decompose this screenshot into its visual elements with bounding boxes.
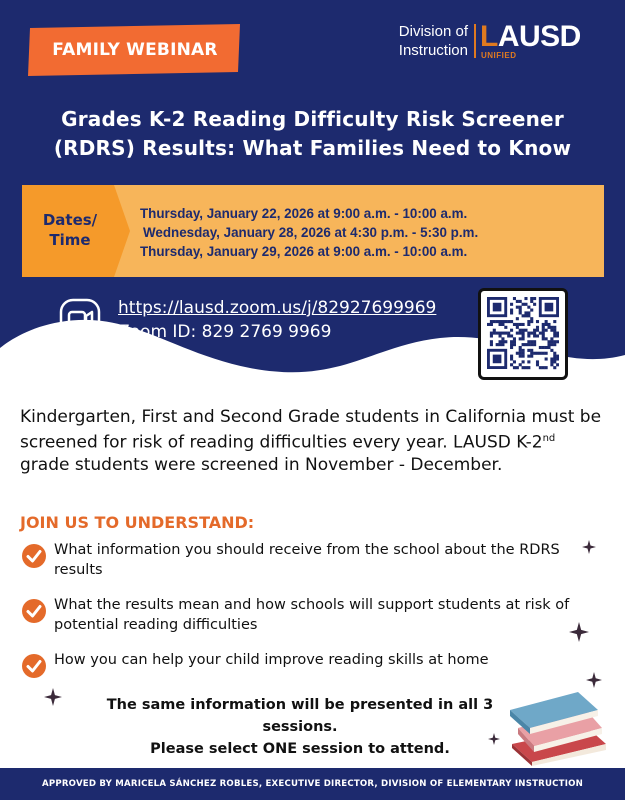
qr-code — [478, 288, 568, 380]
list-item: What the results mean and how schools will support students at risk of potential reading difficulties — [20, 595, 600, 635]
sparkle-icon — [582, 540, 596, 554]
family-webinar-badge — [26, 22, 244, 78]
footer-approval: APPROVED BY MARICELA SÁNCHEZ ROBLES, EXECUTIVE DIRECTOR, DIVISION OF ELEMENTARY INSTRUCTION — [0, 768, 625, 800]
check-icon — [21, 543, 47, 569]
check-icon — [21, 598, 47, 624]
dates-box — [22, 185, 604, 277]
session-item: Thursday, January 29, 2026 at 9:00 a.m. - 10:00 a.m. — [140, 244, 468, 259]
page-title: Grades K-2 Reading Difficulty Risk Screener (RDRS) Results: What Families Need to Know — [53, 107, 572, 160]
sparkle-icon — [586, 672, 602, 688]
division-label: Division of Instruction — [398, 23, 468, 59]
lausd-logo — [380, 22, 605, 62]
lausd-wordmark: LAUSD — [480, 20, 581, 53]
intro-paragraph: Kindergarten, First and Second Grade students in California must be screened for risk of reading difficulties every year. LAUSD K-2nd grade students were screened in November - December. — [20, 407, 602, 475]
check-icon — [21, 653, 47, 679]
understand-list — [20, 540, 600, 670]
session-item: Thursday, January 22, 2026 at 9:00 a.m. - 10:00 a.m. — [140, 206, 468, 221]
zoom-link[interactable]: https://lausd.zoom.us/j/82927699969 — [118, 298, 437, 318]
list-item: What information you should receive from the school about the RDRS results — [20, 540, 600, 580]
logo-divider — [474, 24, 476, 58]
badge-label: FAMILY WEBINAR — [52, 40, 218, 60]
session-list — [140, 204, 600, 261]
sparkle-icon — [44, 688, 62, 706]
join-heading: JOIN US TO UNDERSTAND: — [20, 513, 255, 532]
list-item: How you can help your child improve reading skills at home — [20, 650, 600, 670]
dates-time-label: Dates/ Time — [42, 211, 98, 249]
session-item: Wednesday, January 28, 2026 at 4:30 p.m. - 5:30 p.m. — [143, 225, 479, 240]
zoom-camera-icon — [58, 297, 104, 357]
zoom-id: Zoom ID: 829 2769 9969 — [118, 322, 332, 342]
zoom-icon-label: zoom — [67, 345, 93, 355]
session-note: The same information will be presented in all 3 sessions. Please select ONE session to attend. — [106, 697, 494, 757]
sparkle-icon — [569, 622, 589, 642]
unified-label: UNIFIED — [481, 51, 517, 60]
